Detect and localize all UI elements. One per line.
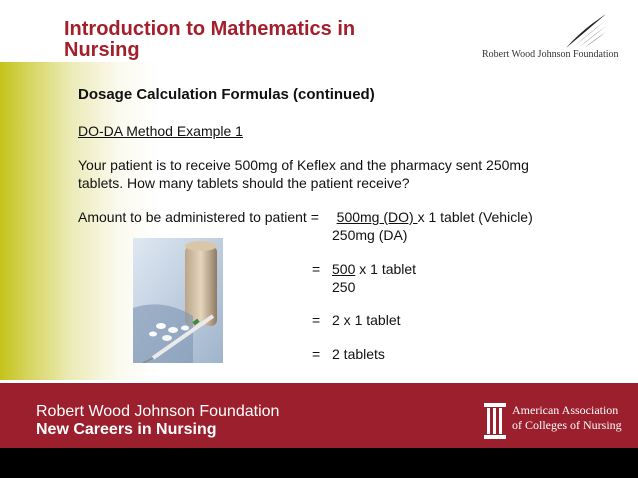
step2-multiplier: x 1 tablet [355,261,417,277]
medication-photo [133,238,223,363]
formula-label: Amount to be administered to patient = [78,209,319,225]
content-heading: Dosage Calculation Formulas (continued) [78,86,375,103]
column-pillar-icon [482,401,508,441]
step2-equals: = [312,261,321,277]
step4-equals: = [312,346,321,362]
formula-multiplier: x 1 tablet (Vehicle) [417,209,533,225]
step3-equals: = [312,312,321,328]
step2-numerator: 500 [332,261,356,277]
example-subheading: DO-DA Method Example 1 [78,123,243,139]
bottom-letterbox [0,448,638,478]
footer-program-name: New Careers in Nursing [36,421,217,438]
aacn-logo [482,401,627,441]
step2-denominator: 250 [332,279,356,295]
problem-line-2: tablets. How many tablets should the patient receive? [78,175,410,191]
step4-value: 2 tablets [332,346,385,362]
rwjf-logo-text: Robert Wood Johnson Foundation [482,49,619,60]
problem-line-1: Your patient is to receive 500mg of Keflex and the pharmacy sent 250mg [78,157,529,173]
step2-row [332,260,416,278]
rwjf-logo [482,12,619,60]
slide-title: Introduction to Mathematics in Nursing [64,18,356,61]
step3-value: 2 x 1 tablet [332,312,401,328]
aacn-name-line-2: of Colleges of Nursing [512,418,622,432]
pills-and-syringe-image [133,238,223,363]
bird-wings-icon [558,12,608,50]
formula-row-1 [78,208,533,226]
formula-numerator: 500mg (DO) [336,209,418,225]
aacn-name-line-1: American Association [512,403,619,417]
footer-foundation-name: Robert Wood Johnson Foundation [36,403,280,420]
formula-denominator: 250mg (DA) [332,227,408,243]
footer-bar [0,383,638,448]
